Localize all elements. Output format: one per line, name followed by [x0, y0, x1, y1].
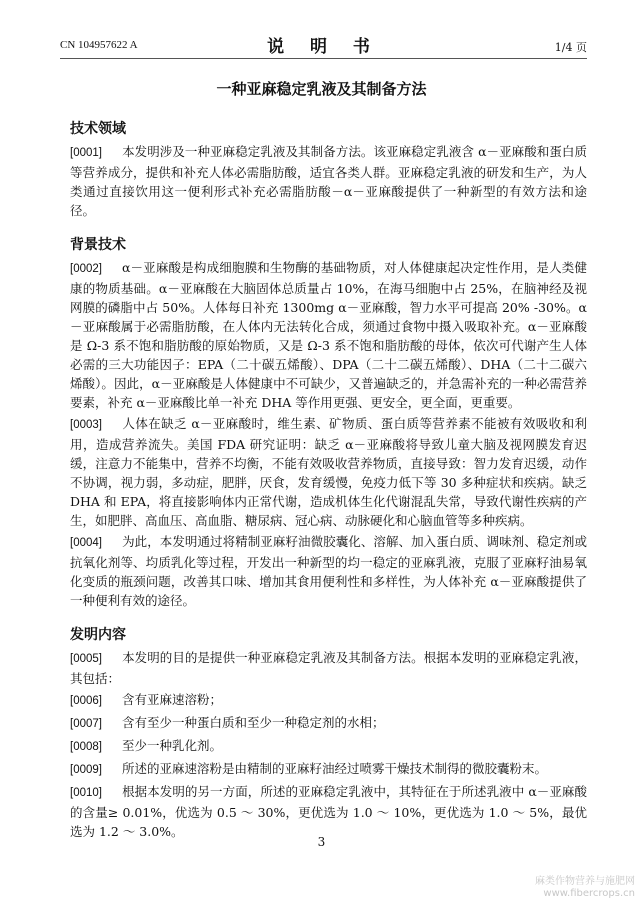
- paragraph-number: [0008]: [70, 741, 102, 753]
- paragraph: [70, 759, 587, 780]
- paragraph-text: 所述的亚麻速溶粉是由精制的亚麻籽油经过喷雾干燥技术制得的微胶囊粉末。: [122, 761, 548, 776]
- paragraph-number: [0009]: [70, 764, 102, 776]
- paragraph: [70, 690, 587, 711]
- section-technical-field: [70, 120, 587, 220]
- paragraph-text: 人体在缺乏 α－亚麻酸时，维生素、矿物质、蛋白质等营养素不能被有效吸收和利用，造成营养流失。美国 FDA 研究证明：缺乏 α－亚麻酸将导致儿童大脑及视网膜发育迟缓，注意力不能集中，营养不均衡，不能有效吸收营养物质，直接导致：智力发育迟缓，动作不协调，视力弱，多动症，肥胖，厌食，发育缓慢，免疫力低下等 30 多种症状和疾病。缺乏 DHA 和 EPA，将直接影响体内正常代谢，造成机体生化代谢混乱失常，导致代谢性疾病的产生，如肥胖、高血压、高血脂、糖尿病、冠心病、动脉硬化和心脑血管等多种疾病。: [70, 416, 587, 528]
- paragraph-text: 含有至少一种蛋白质和至少一种稳定剂的水相；: [122, 715, 385, 730]
- paragraph-text: 含有亚麻速溶粉；: [122, 692, 223, 707]
- paragraph: [70, 414, 587, 530]
- paragraph: [70, 648, 587, 688]
- paragraph: [70, 258, 587, 412]
- page-header: [60, 30, 587, 59]
- paragraph-number: [0007]: [70, 718, 102, 730]
- paragraph-number: [0002]: [70, 263, 102, 275]
- paragraph: [70, 782, 587, 841]
- paragraph: [70, 532, 587, 610]
- section-heading: 背景技术: [70, 237, 126, 253]
- watermark-site-name: 麻类作物营养与施肥网: [535, 876, 635, 887]
- document-body: [70, 120, 587, 843]
- paragraph-number: [0010]: [70, 787, 102, 799]
- paragraph-number: [0004]: [70, 537, 102, 549]
- document-title: 一种亚麻稳定乳液及其制备方法: [216, 80, 427, 98]
- section-heading: 技术领域: [70, 121, 126, 137]
- paragraph: [70, 142, 587, 220]
- page-number: 3: [317, 835, 326, 849]
- section-summary: [70, 626, 587, 841]
- paragraph-number: [0003]: [70, 419, 102, 431]
- paragraph: [70, 713, 587, 734]
- paragraph-text: 根据本发明的另一方面，所述的亚麻稳定乳液中，其特征在于所述乳液中 α－亚麻酸的含量≥ 0.01%，优选为 0.5 ～ 30%，更优选为 1.0 ～ 10%，更优选为 1.0 ～ 5%，最优选为 1.2 ～ 3.0%。: [70, 784, 587, 839]
- paragraph-number: [0006]: [70, 695, 102, 707]
- paragraph-text: 至少一种乳化剂。: [122, 738, 223, 753]
- paragraph-text: 为此，本发明通过将精制亚麻籽油微胶囊化、溶解、加入蛋白质、调味剂、稳定剂或抗氧化剂等、均质乳化等过程，开发出一种新型的均一稳定的亚麻乳液，克服了亚麻籽油易氧化变质的瓶颈问题，改善其口味、增加其食用便利性和多样性，为人体补充 α－亚麻酸提供了一种便利有效的途径。: [70, 534, 587, 608]
- paragraph-number: [0001]: [70, 147, 102, 159]
- watermark: [535, 876, 635, 900]
- page-count: 1/4 页: [554, 41, 587, 54]
- paragraph: [70, 736, 587, 757]
- section-background: [70, 236, 587, 610]
- document-type: 说 明 书: [267, 37, 380, 57]
- section-heading: 发明内容: [70, 627, 126, 643]
- watermark-url: www.fibercrops.cn: [543, 888, 635, 899]
- paragraph-text: 本发明涉及一种亚麻稳定乳液及其制备方法。该亚麻稳定乳液含 α－亚麻酸和蛋白质等营养成分，提供和补充人体必需脂肪酸，适宜各类人群。亚麻稳定乳液的研发和生产，为人类通过直接饮用这一便利形式补充必需脂肪酸－α－亚麻酸提供了一种新型的有效方法和途径。: [70, 144, 587, 218]
- paragraph-number: [0005]: [70, 653, 102, 665]
- paragraph-text: 本发明的目的是提供一种亚麻稳定乳液及其制备方法。根据本发明的亚麻稳定乳液，其包括：: [70, 650, 587, 686]
- paragraph-text: α－亚麻酸是构成细胞膜和生物酶的基础物质，对人体健康起决定性作用，是人类健康的物质基础。α－亚麻酸在大脑固体总质量占 10%，在海马细胞中占 25%，在脑神经及视网膜的磷脂中占 50%。人体每日补充 1300mg α－亚麻酸，智力水平可提高 20% -30%。α－亚麻酸属于必需脂肪酸，在人体内无法转化合成，须通过食物中摄入吸取补充。α－亚麻酸是 Ω-3 系不饱和脂肪酸的原始物质，又是 Ω-3 系不饱和脂肪酸的母体，依次可代谢产生人体必需的三大功能因子：EPA（二十碳五烯酸）、DPA（二十二碳五烯酸）、DHA（二十二碳六烯酸）。因此，α－亚麻酸是人体健康中不可缺少，又普遍缺乏的，并急需补充的一种必需营养要素，补充 α－亚麻酸比单一补充 DHA 等作用更强、更安全，更全面，更重要。: [70, 260, 587, 410]
- publication-number: CN 104957622 A: [60, 39, 138, 51]
